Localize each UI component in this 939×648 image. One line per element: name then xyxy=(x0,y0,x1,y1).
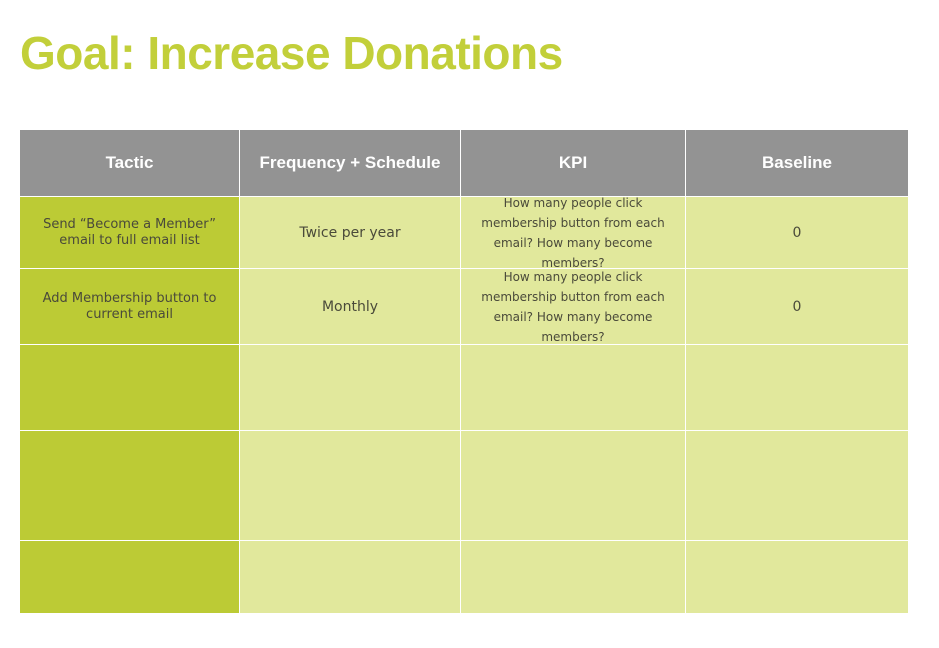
frequency-cell xyxy=(240,431,461,541)
frequency-cell xyxy=(240,541,461,614)
tactic-cell xyxy=(20,541,240,614)
baseline-cell: 0 xyxy=(686,197,908,269)
header-tactic: Tactic xyxy=(20,130,240,197)
baseline-cell xyxy=(686,431,908,541)
tactic-cell xyxy=(20,431,240,541)
header-baseline: Baseline xyxy=(686,130,908,197)
kpi-cell: How many people click membership button from each email? How many become members? xyxy=(461,269,686,345)
kpi-cell xyxy=(461,431,686,541)
baseline-cell xyxy=(686,541,908,614)
header-frequency: Frequency + Schedule xyxy=(240,130,461,197)
kpi-cell xyxy=(461,345,686,431)
baseline-cell: 0 xyxy=(686,269,908,345)
kpi-cell xyxy=(461,541,686,614)
baseline-cell xyxy=(686,345,908,431)
tactic-cell: Add Membership button to current email xyxy=(20,269,240,345)
header-kpi: KPI xyxy=(461,130,686,197)
frequency-cell xyxy=(240,345,461,431)
page-title: Goal: Increase Donations xyxy=(20,27,563,79)
tactics-table xyxy=(20,130,908,614)
frequency-cell: Monthly xyxy=(240,269,461,345)
frequency-cell: Twice per year xyxy=(240,197,461,269)
kpi-cell: How many people click membership button from each email? How many become members? xyxy=(461,197,686,269)
tactic-cell xyxy=(20,345,240,431)
tactic-cell: Send “Become a Member” email to full email list xyxy=(20,197,240,269)
